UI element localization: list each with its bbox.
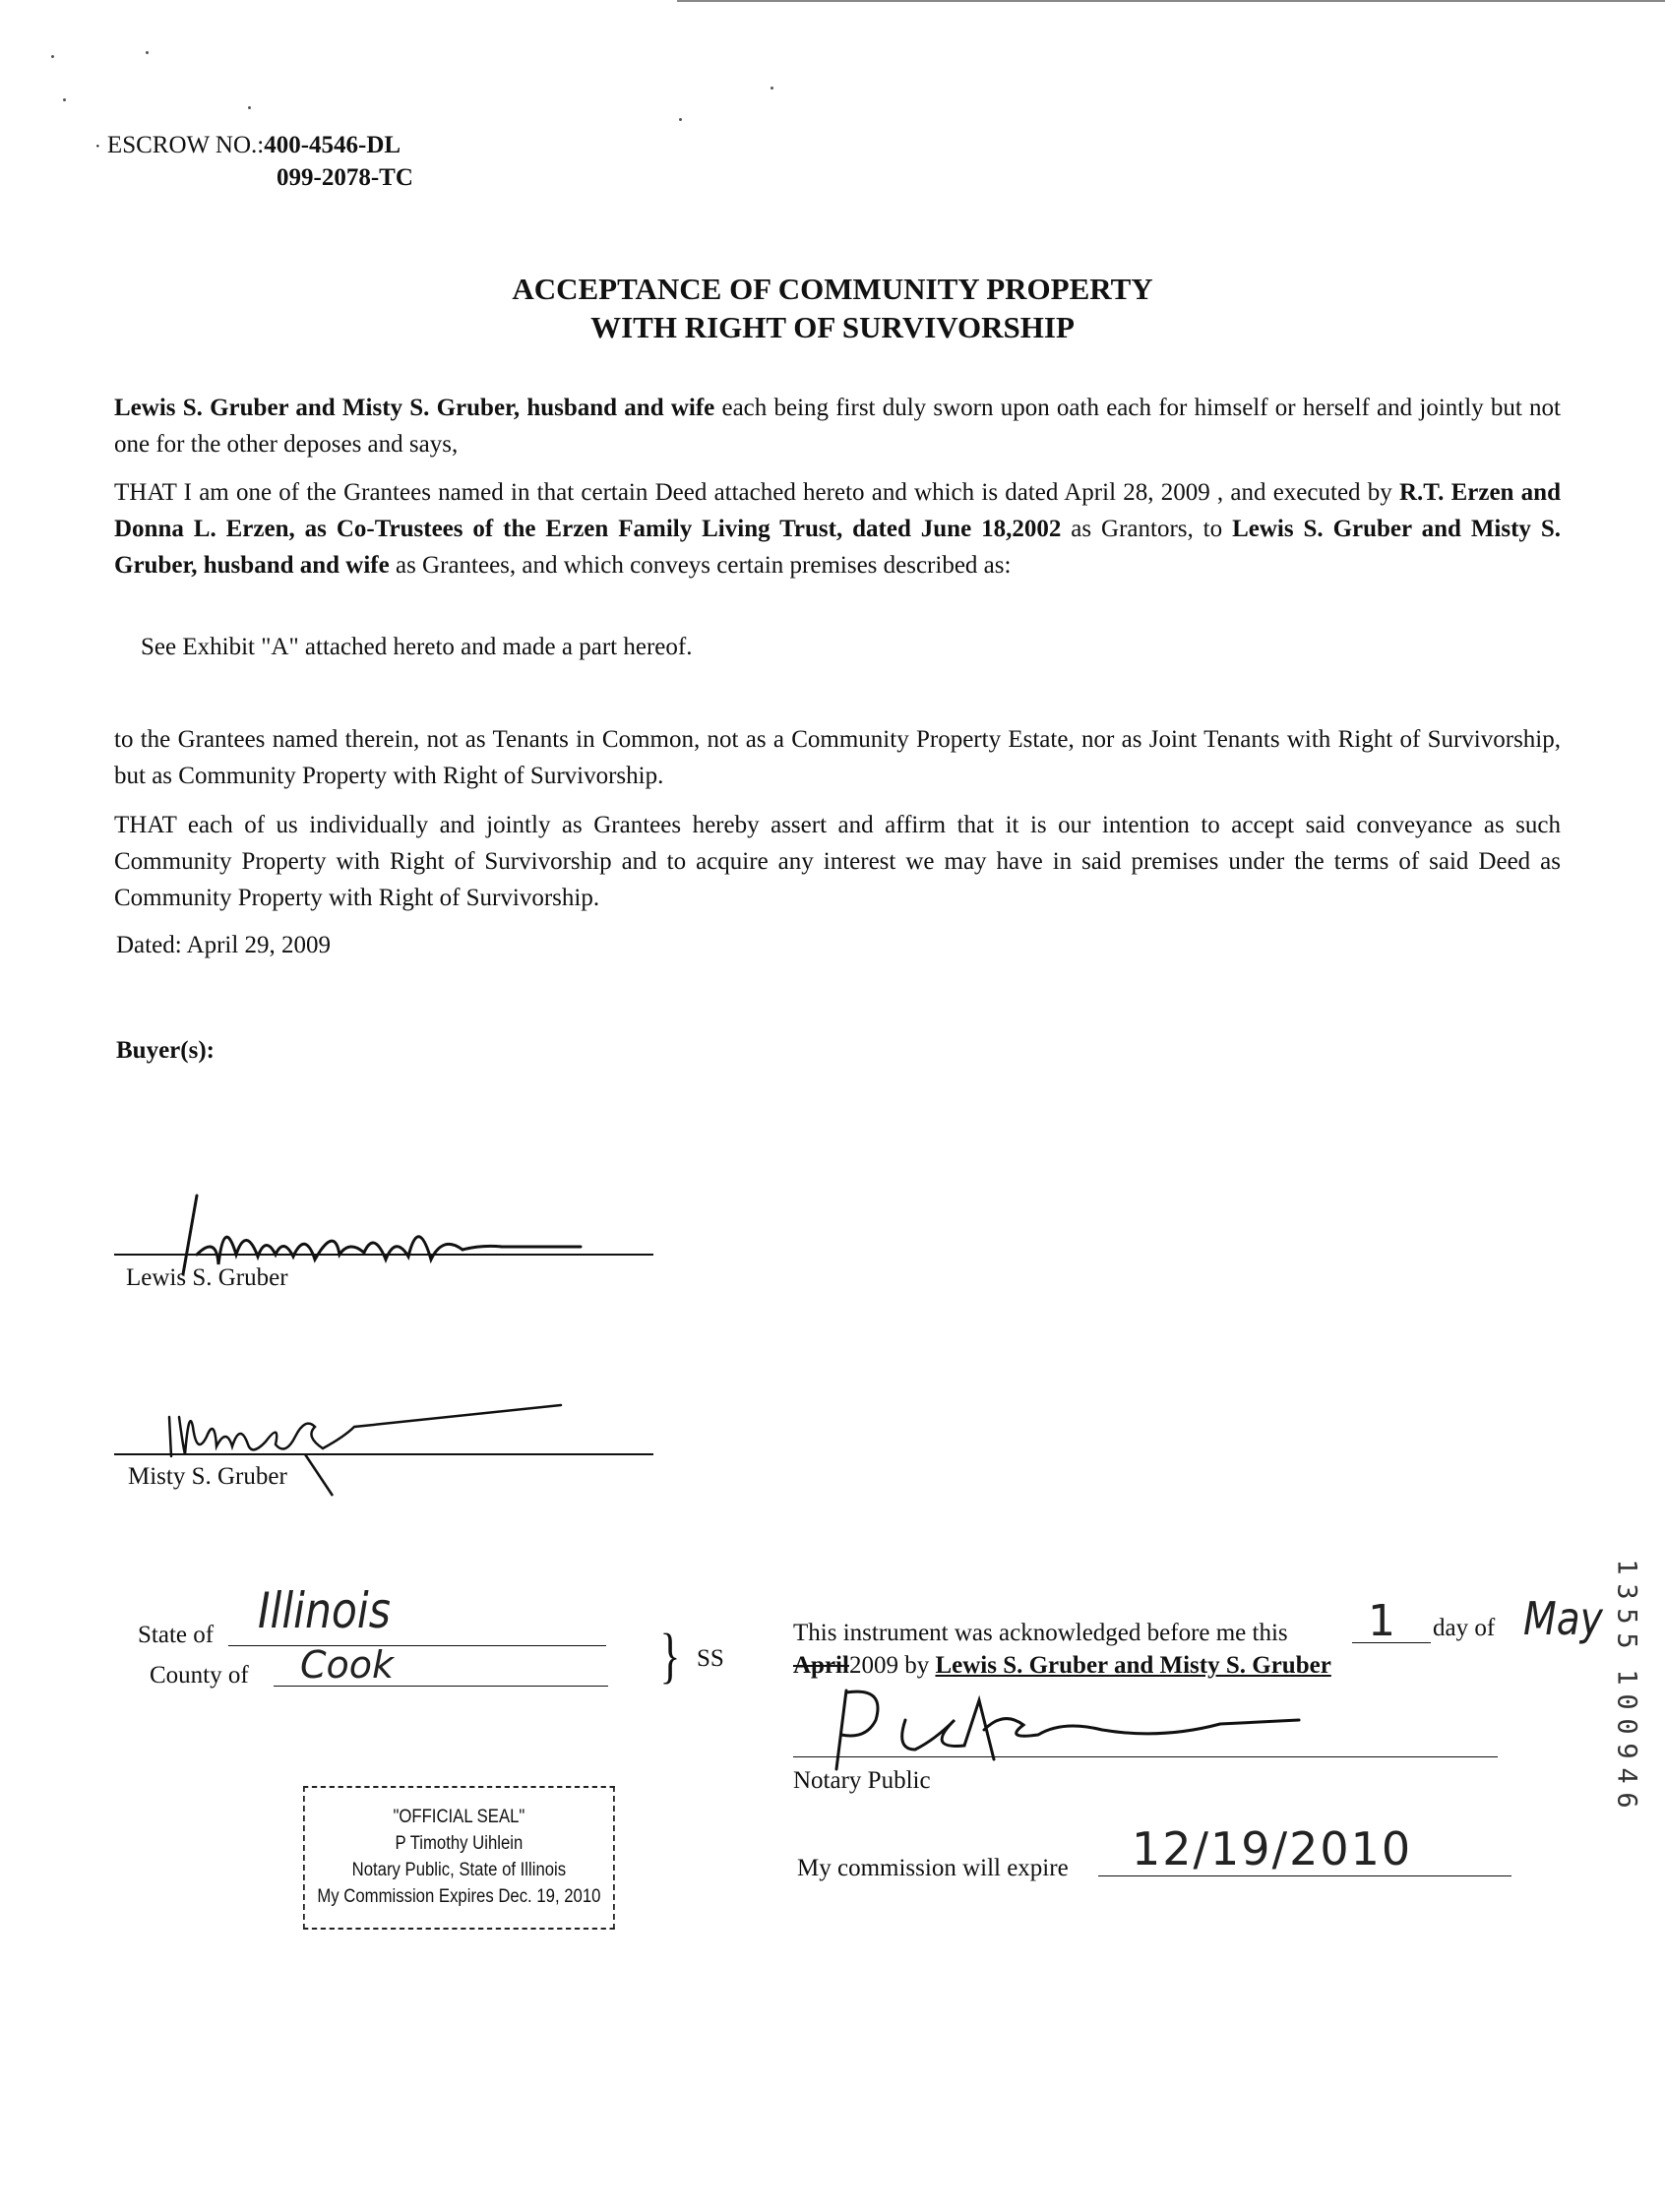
exhibit-reference: See Exhibit "A" attached hereto and made a part hereof.: [141, 634, 693, 660]
escrow-label: ESCROW NO.:: [106, 132, 265, 158]
seal-notary-name: P Timothy Uihlein: [395, 1833, 524, 1854]
acknowledgment-line: This instrument was acknowledged before me this: [793, 1620, 1288, 1646]
state-label: State of: [138, 1622, 215, 1648]
scan-speck: [63, 98, 66, 101]
stamp-digit: 6: [1611, 1792, 1642, 1809]
paragraph-tenancy: to the Grantees named therein, not as Tenants in Common, not as a Community Property Estate, nor as Joint Tenants with Right of Survivorship, but as Community Property with Right of Survivorship.: [114, 726, 1561, 789]
stamp-digit: 4: [1611, 1767, 1642, 1784]
notary-signature-line: [793, 1756, 1498, 1757]
stamp-digit: 0: [1611, 1718, 1642, 1735]
scan-speck: [771, 87, 773, 90]
grantee-names: Lewis S. Gruber and Misty S. Gruber, husband and wife: [114, 516, 1561, 579]
escrow-number-1: 400-4546-DL: [264, 132, 401, 158]
month-value: May: [1523, 1592, 1603, 1645]
signer2-name: Misty S. Gruber: [128, 1463, 287, 1490]
escrow-number-2: 099-2078-TC: [277, 164, 413, 191]
stamp-digit: 1: [1611, 1669, 1642, 1686]
scan-speck: [146, 51, 149, 54]
paragraph-deed: THAT I am one of the Grantees named in that certain Deed attached hereto and which is dated April 28, 2009 , and executed by R.T. Erzen and Donna L. Erzen, as Co-Trustees of the Erzen Family Living Trust, dated June 18,2002 as Grantors, to Lewis S. Gruber and Misty S. Gruber, husband and wife as Grantees, and which conveys certain premises described as:: [114, 479, 1561, 579]
county-value: Cook: [300, 1643, 395, 1687]
day-of-label: day of: [1433, 1615, 1496, 1641]
seal-title: "OFFICIAL SEAL": [393, 1807, 525, 1827]
signer1-name: Lewis S. Gruber: [126, 1264, 288, 1291]
signature-line-2: [114, 1453, 653, 1455]
notary-signature: [807, 1681, 1319, 1779]
top-edge-line: [677, 0, 1665, 2]
seal-state: Notary Public, State of Illinois: [351, 1860, 567, 1880]
recording-stamp-number: [1612, 1555, 1641, 1813]
document-title-line1: ACCEPTANCE OF COMMUNITY PROPERTY: [512, 272, 1153, 306]
day-value: 1: [1368, 1596, 1395, 1646]
grantor-names: R.T. Erzen and Donna L. Erzen, as Co-Trustees of the Erzen Family Living Trust, dated June 18,2002: [114, 479, 1561, 542]
commission-line: [1098, 1875, 1511, 1876]
stamp-digit: 9: [1611, 1743, 1642, 1759]
state-value: Illinois: [258, 1582, 391, 1639]
paragraph-affiants: Lewis S. Gruber and Misty S. Gruber, husband and wife each being first duly sworn upon oath each for himself or herself and jointly but not one for the other deposes and says,: [114, 395, 1561, 458]
state-line: [228, 1645, 606, 1646]
affiant-names: Lewis S. Gruber and Misty S. Gruber, husband and wife: [114, 395, 715, 421]
scan-speck: [51, 55, 54, 58]
notary-public-label: Notary Public: [793, 1767, 931, 1794]
struck-month: April: [793, 1652, 849, 1679]
seal-expiration: My Commission Expires Dec. 19, 2010: [317, 1886, 601, 1907]
ss-label: SS: [697, 1645, 724, 1672]
document-title-line2: WITH RIGHT OF SURVIVORSHIP: [590, 310, 1075, 344]
stamp-digit: 0: [1611, 1693, 1642, 1710]
stamp-digit: 5: [1611, 1608, 1642, 1625]
scan-speck: [679, 118, 682, 121]
escrow-number: · ESCROW NO.:400-4546-DL: [94, 132, 401, 158]
county-label: County of: [150, 1662, 249, 1689]
buyers-label: Buyer(s):: [116, 1037, 215, 1064]
paragraph-affirmation: THAT each of us individually and jointly as Grantees hereby assert and affirm that it is our intention to accept said conveyance as such Community Property with Right of Survivorship and to acquire any interest we may have in said premises under the terms of said Deed as Community Property with Right of Survivorship.: [114, 812, 1561, 911]
dated-line: Dated: April 29, 2009: [116, 932, 332, 958]
stamp-digit: 1: [1611, 1559, 1642, 1575]
acknowledged-names: Lewis S. Gruber and Misty S. Gruber: [935, 1652, 1331, 1679]
stamp-digit: 3: [1611, 1583, 1642, 1600]
stamp-digit: 5: [1611, 1632, 1642, 1649]
brace: }: [659, 1623, 681, 1690]
acknowledgment-line-2: April2009 by Lewis S. Gruber and Misty S. Gruber: [793, 1652, 1331, 1679]
signature-line-1: [114, 1254, 653, 1256]
official-seal-stamp: [303, 1786, 615, 1930]
commission-value: 12/19/2010: [1132, 1822, 1413, 1875]
scan-speck: [248, 106, 251, 109]
commission-label: My commission will expire: [797, 1855, 1069, 1881]
